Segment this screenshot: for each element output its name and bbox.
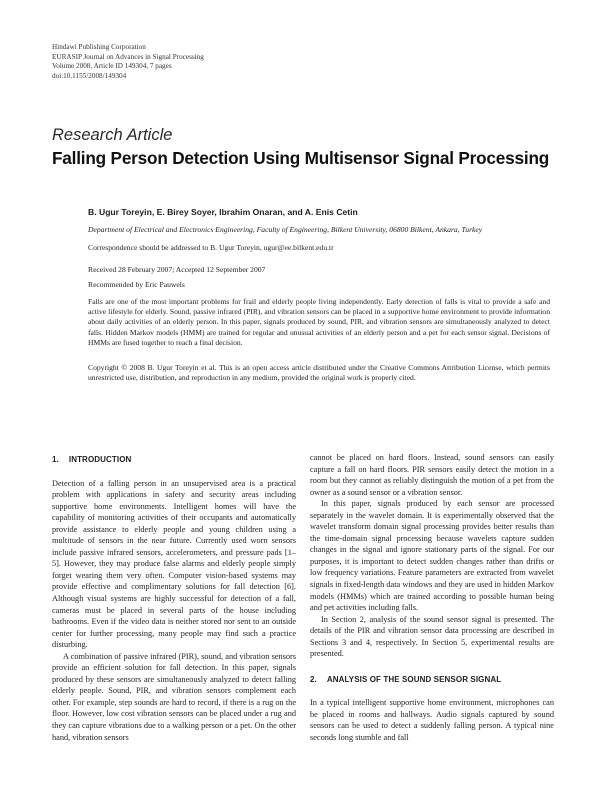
paper-title: Falling Person Detection Using Multisensor Signal Processing	[52, 148, 550, 168]
copyright-notice: Copyright © 2008 B. Ugur Toreyin et al. This is an open access article distributed under the Creative Commons Attribution License, which permits unrestricted use, distribution, and reproduction in any medium, provided the original work is properly cited.	[88, 363, 550, 383]
section-title: INTRODUCTION	[68, 455, 132, 464]
paragraph: Detection of a falling person in an unsupervised area is a practical problem with applications in safety and security areas including supportive home environments. Intelligent homes will have the capability of monitoring activities of their occupants and automatically provide assistance to elderly people and young children using a multitude of sensors in the near future. Currently used worn sensors include passive infrared sensors, accelerometers, and pressure pads [1–5]. However, they may produce false alarms and elderly people simply forget wearing them very often. Computer vision-based systems may provide effective and complimentary solutions for fall detection [6]. Although visual systems are highly successful for detection of a fall, cameras must be placed in several parts of the house including bathrooms. Even if the video data is neither stored nor sent to an outside center for further processing, many people may find such a practice disturbing.	[52, 478, 296, 650]
section-heading-introduction	[52, 454, 296, 466]
volume-line: Volume 2008, Article ID 149304, 7 pages	[52, 62, 172, 71]
section-title: ANALYSIS OF THE SOUND SENSOR SIGNAL	[326, 674, 502, 684]
paragraph: In Section 2, analysis of the sound sensor signal is presented. The details of the PIR and vibration sensor data processing are described in Sections 3 and 4, respectively. In Section 5, experimental results are presented.	[310, 614, 554, 659]
paragraph: In this paper, signals produced by each sensor are processed separately in the wavelet domain. It is experimentally observed that the wavelet transform domain signal processing provides better results than the time-domain signal processing because wavelets capture sudden changes in the signal and ignore stationary parts of the signal. For our purposes, it is important to detect sudden changes rather than drifts or low frequency variations. Feature parameters are extracted from wavelet signals in fixed-length data windows and they are used in hidden Markov models (HMMs) which are trained according to possible human being and pet activities including falls.	[310, 499, 554, 613]
article-type: Research Article	[52, 126, 173, 144]
section-number: 1.	[52, 455, 59, 464]
paragraph: A combination of passive infrared (PIR), sound, and vibration sensors provide an efficient solution for fall detection. In this paper, signals produced by these sensors are simultaneously analyzed to detect falling elderly people. Sound, PIR, and vibration sensors complement each other. For example, step sounds are hard to record, if there is a rug on the floor. However, low cost vibration sensors can be placed under a rug and they can capture vibrations due to a walking person or a pet. On the other hand, vibration sensors	[52, 651, 296, 742]
paragraph: In a typical intelligent supportive home environment, microphones can be placed in rooms and hallways. Audio signals captured by sound sensors can be used to detect a suddenly falling person. A typical nine seconds long stumble and fall	[310, 698, 554, 743]
paragraph: cannot be placed on hard floors. Instead, sound sensors can easily capture a fall on hard floors. PIR sensors easily detect the motion in a room but they cannot as reliably distinguish the motion of a pet from the owner as a sound sensor or a vibration sensor.	[310, 453, 554, 497]
affiliation: Department of Electrical and Electronics Engineering, Faculty of Engineering, Bilkent University, 06800 Bilkent, Ankara, Turkey	[88, 225, 483, 234]
section-heading-sound-sensor	[310, 674, 554, 686]
right-column	[310, 452, 554, 744]
left-column	[52, 452, 296, 743]
journal-line: EURASIP Journal on Advances in Signal Processing	[52, 52, 204, 61]
section-number: 2.	[310, 674, 317, 684]
journal-header	[52, 43, 204, 81]
received-dates: Received 28 February 2007; Accepted 12 September 2007	[88, 265, 266, 274]
author-list: B. Ugur Toreyin, E. Birey Soyer, Ibrahim Onaran, and A. Enis Cetin	[88, 207, 358, 217]
abstract: Falls are one of the most important problems for frail and elderly people living independently. Early detection of falls is vital to provide a safe and active lifestyle for elderly. Sound, passive infrared (PIR), and vibration sensors can be placed in a supportive home environment to provide information about daily activities of an elderly person. In this paper, signals produced by sound, PIR, and vibration sensors are simultaneously analyzed to detect falls. Hidden Markov models (HMM) are trained for regular and unusual activities of an elderly person and a pet for each sensor signal. Decisions of HMMs are fused together to reach a final decision.	[88, 297, 550, 347]
doi-line: doi:10.1155/2008/149304	[52, 71, 127, 80]
publisher-line: Hindawi Publishing Corporation	[52, 43, 146, 51]
correspondence: Correspondence should be addressed to B. Ugur Toreyin, ugur@ee.bilkent.edu.tr	[88, 243, 334, 252]
recommended-by: Recommended by Eric Pauwels	[88, 280, 185, 289]
